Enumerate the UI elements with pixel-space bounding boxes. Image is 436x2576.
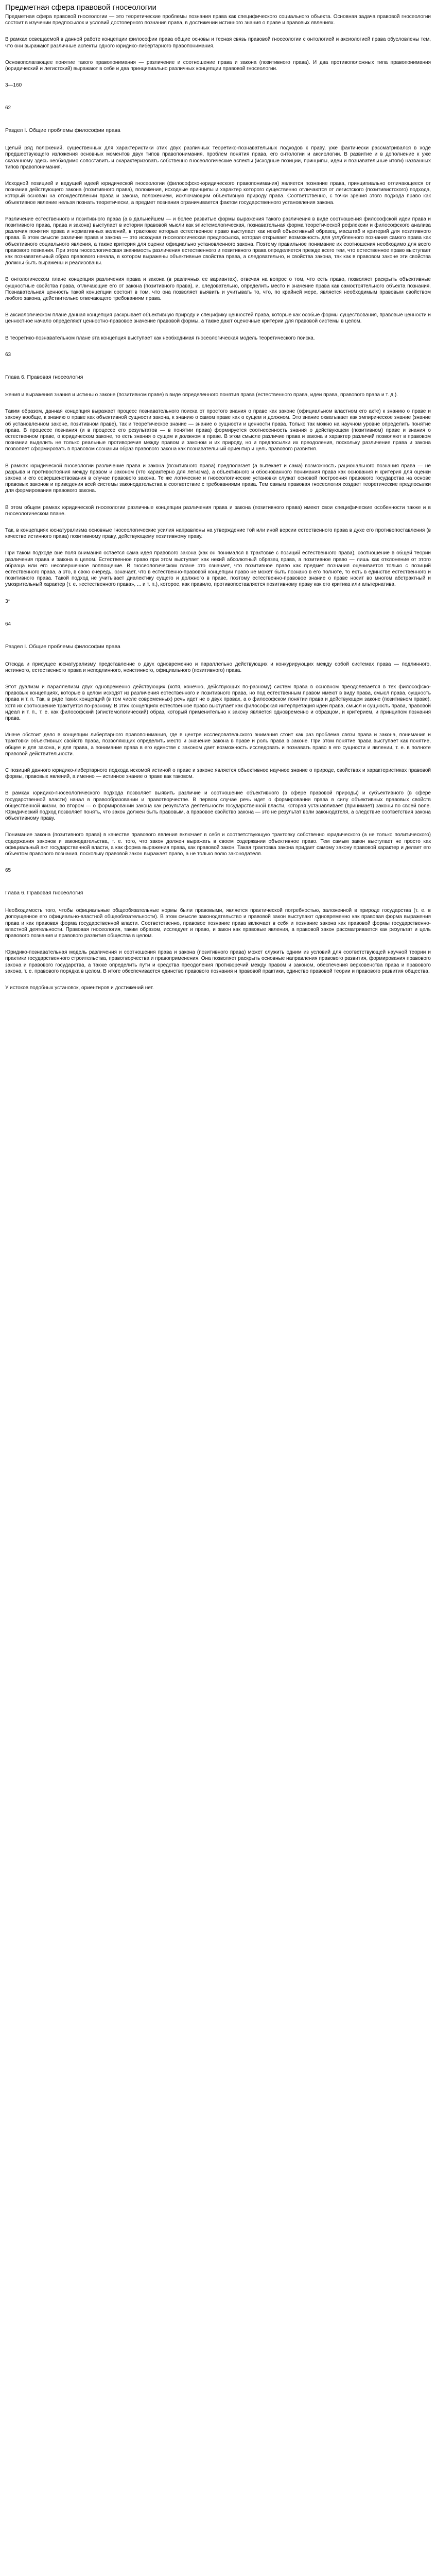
page-marker: 65 — [5, 868, 11, 874]
running-header: Глава 6. Правовая гносеология — [5, 890, 83, 896]
paragraph: В рамках освещаемой в данной работе концепции философии права общие основы и тесная связь правовой гносеологии с онтологией и аксиологией права обусловлены тем, что они выражают различные аспекты одного юридико-либертарного правопонимания. — [5, 37, 431, 49]
page-title: Предметная сфера правовой гносеологии — [5, 3, 156, 12]
paragraph: Так, в концепциях юснатурализма основные гносеологические усилия направлены на утверждение той или иной версии естественного права в духе его противопоставления (в качестве истинного права) позитивному праву, действующему позитивному праву. — [5, 527, 431, 540]
page-marker: 3* — [5, 598, 10, 604]
paragraph: В аксиологическом плане данная концепция раскрывает объективную природу и специфику ценностей права, которые как особые формы существования, правовые ценности и ценностное начало определяют ценностно-правовое значение правовой формы, а также дают оценочные критерии для правовой системы в целом. — [5, 312, 431, 325]
paragraph: Понимание закона (позитивного права) в качестве правового явления включает в себя и соответствующую трактовку собственно юридического (а не только политического) содержания законов и законодательства, т. е. того, что закон должен выражать в своем содержании объективное право. Тем самым закон выступает не просто как официальный акт государственной власти, а как форма выражения права, как правовой закон. Такая трактовка закона придает самому закону правовой характер и делает его объектом правового познания, поскольку правовой закон выражает право, а не только волю законодателя. — [5, 832, 431, 857]
paragraph: Отсюда и присущее юснатурализму представление о двух одновременно и параллельно действующих и конкурирующих между собой системах права — подлинного, истинного, естественного права и неподлинного, неистинного, официального (позитивного) права. — [5, 661, 431, 673]
paragraph: Различение естественного и позитивного права (а в дальнейшем — и более развитые формы выражения такого различения в виде соотношения философской идеи права и позитивного права, права и закона) выступает в истории правовой мысли как эпистемологическая, познавательная форма теоретической рефлексии и философского анализа различия понятия права и нормативных велений, в трактовке которых естественное право выступает как некий объективный образец, масштаб и критерий для позитивного права. В этом смысле различие права и закона — это исходная гносеологическая предпосылка, которая открывает возможность для углубленного познания самого права как объективного социального явления, а также критерия для оценки официально установленного закона. Поэтому правильное понимание их соотношения необходимо для всего правового познания. При этом гносеологическая значимость различения естественного и позитивного права определяется прежде всего тем, что естественное право выступает как познавательный образ правового начала, в котором выражены объективные свойства права, а следовательно, и свойства закона, так как в правовом законе эти свойства должны быть выражены и реализованы. — [5, 216, 431, 266]
running-header: Раздел I. Общие проблемы философии права — [5, 128, 120, 134]
paragraph: С позиций данного юридико-либертарного подхода искомой истиной о праве и законе является объективное научное знание о природе, свойствах и характеристиках правовой формы, правовых явлений, а именно — истинное знание о праве как таковом. — [5, 768, 431, 780]
page-marker: 62 — [5, 105, 11, 111]
paragraph: Этот дуализм и параллелизм двух одновременно действующих (хотя, конечно, действующих по-разному) систем права в основном преодолевается в тех философско-правовых концепциях, которые в целом исходят из различения естественного и позитивного права, но под естественным правом имеют в виду права, смысл права, сущность права и т. п. Так, в ряде таких концепций (в том числе современных) речь идет не о двух правах, а о философском понятии права и действующем законе (позитивном праве), хотя их соотношение трактуется по-разному. В этих концепциях естественное право выступает как философская интерпретация идеи права, смысл и сущность права, правовой идеал и т. п., т. е. как философский (эпистемологический) образ, который применительно к закону является одновременно и образцом, и критерием, и принципом познания права. — [5, 684, 431, 721]
document-body — [5, 14, 431, 991]
paragraph: В рамках юридико-гносеологического подхода позволяет выявить различие и соотношение объективного (в сфере правовой природы) и субъективного (в сфере государственной власти) начал в правообразовании и правотворчестве. В первом случае речь идет о формировании права в силу объективных правовых свойств общественной жизни, во втором — о формировании закона как результата деятельности государственной власти, которая устанавливает (принимает) законы по своей воле. Юридический подход позволяет понять, что закон должен быть правовым, а правовое свойство закона — это не результат воли законодателя, а следствие соответствия закона объективному праву. — [5, 790, 431, 822]
paragraph: В этом общем рамках юридической гносеологии различные концепции различения права и закона (позитивного права) имеют свои специфические особенности также и в гносеологическом плане. — [5, 504, 431, 517]
paragraph: Таким образом, данная концепция выражает процесс познавательного поиска от простого знания о праве как законе (официальном властном его акте) к знанию о праве и закону вообще, к знанию о праве как объективной сущности закона, к знанию о самом праве как о сущем и должном. Это знание охватывает как эмпирическое знание (знание об установленном законе, позитивном праве), так и теоретическое знание — знание о сущности и ценности права. Только так можно на научном уровне определить понятие права. В процессе познания (и в процессе его результатов — в понятии права) формируется соотнесенность знания о действующем (позитивном) праве и знания о естественном праве, о юридическом законе, то есть знания о сущем и должном в праве. В этом смысле различие права и закона и характер различий позволяют в правовом познании выделить не только реальные противоречия между правом и законом и их природу, но и предпосылки их преодоления, поскольку различение права и закона позволяет сформировать в правовом сознании образ правового закона как познавательный ориентир и цель правового развития. — [5, 409, 431, 452]
paragraph: Иначе обстоит дело в концепции либертарного правопонимания, где в центре исследовательского внимания стоит как раз проблема связи права и закона, понимания и трактовки объективных свойств права, позволяющих определить место и значение закона в праве и роль права в законе. При этом понятие права выступает как понятие, общее и для закона, и для права, а понимание права в его единстве с законом дает возможность исследовать и познавать право в его сущности и явлении, т. е. в полноте правовой действительности. — [5, 732, 431, 757]
paragraph: Основополагающее понятие такого правопонимания — различение и соотношение права и закона (позитивного права). И два противоположных типа правопонимания (юридический и легистский) выражают в себе и два принципиально различных концепции правовой гносеологии. — [5, 59, 431, 72]
page-marker: 64 — [5, 621, 11, 627]
page-marker: 3—160 — [5, 82, 22, 89]
document-page — [0, 0, 436, 994]
paragraph: Целый ряд положений, существенных для характеристики этих двух различных теоретико-познавательных подходов к праву, уже фактически рассматривался в ходе предшествующего изложения основных моментов двух типов правопонимания, проблем понятия права, его онтологии и аксиологии. В развитие и в дополнение к уже сказанному здесь необходимо сопоставить и охарактеризовать собственно гносеологические аспекты (исходные позиции, принципы, идеи и познавательные итоги) названных типов правопонимания. — [5, 145, 431, 170]
running-header: Раздел I. Общие проблемы философии права — [5, 643, 120, 650]
paragraph: Исходной позицией и ведущей идеей юридической гносеологии (философско-юридического правопонимания) является познание права, принципиально отличающееся от познания действующего закона (позитивного права), положения, исходные принципы и характер которого существенно отличаются от легистского (позитивистского) подхода, который основан на отождествлении права и закона, положением, исключающим объективную природу права. Соответственно, с точки зрения этого подхода право как объективное явление нельзя познать теоретически, а предмет познания ограничивается фактом государственного установления закона. — [5, 181, 431, 206]
running-header: Глава 6. Правовая гносеология — [5, 374, 83, 380]
paragraph: Предметная сфера правовой гносеологии — это теоретические проблемы познания права как специфического социального объекта. Основная задача правовой гносеологии состоит в изучении предпосылок и условий достоверного познания права, в достижении истинного знания о праве и правовых явлениях. — [5, 14, 431, 26]
paragraph: Необходимость того, чтобы официальные общеобязательные нормы были правовыми, является практической потребностью, заложенной в природе государства (т. е. в допоущенное его официально-властной общеобязательности). В этом смысле законодательство и правовой закон выступают одновременно как правовая форма выражения права и как правовая форма государственной власти. Соответственно, правовое познание права включает в себя и познание закона как правовой формы государственно-властной деятельности. Правовая гносеология, таким образом, исследует и право, и закон как правовые явления, а правовой закон рассматривается как результат и цель правового познания и правового развития общества в целом. — [5, 908, 431, 939]
paragraph: У истоков подобных установок, ориентиров и достижений нет. — [5, 985, 154, 991]
paragraph: Юридико-познавательная модель различения и соотношения права и закона (позитивного права) может служить одним из условий для соответствующей научной теории и практики государственного строительства, правотворчества и правоприменения. Она позволяет раскрыть основные направления правового развития, формирования правового закона и правового государства, а также определить пути и средства преодоления противоречий между правом и законом, обеспечения верховенства права и правового закона, т. е. правового порядка в целом. В итоге обеспечивается единство правового познания и правовой практики, единство правовой теории и правового развития общества. — [5, 950, 431, 974]
paragraph: При таком подходе вне поля внимания остается сама идея правового закона (как он понимался в трактовке с позиций естественного права), соотношение в общей теории различения права и закона в целом. Естественное право при этом выступает как некий абсолютный образец права, а позитивное право — лишь как отклонение от этого образца или его несовершенное воплощение. В гносеологическом плане это означает, что позитивное право как предмет познания оценивается только с позиций естественного права, а это, в свою очередь, означает, что в естественно-правовой концепции право не может быть познано в его полноте, то есть в единстве естественного и позитивного права. Такой подход не учитывает диалектику сущего и должного в праве, поэтому естественно-правовое знание о праве носит во многом абстрактный и умозрительный характер (т. е. «естественного права», ... и т. п.), которое, как правило, противопоставляется позитивному праву как его критика или альтернатива. — [5, 550, 431, 588]
page-marker: 63 — [5, 351, 11, 358]
paragraph: В рамках юридической гносеологии различение права и закона (позитивного права) предполагает (а вытекает и сама) возможность рационального познания права — не разрыва и противостояния между правом и законом (что характерно для легизма), а объективного и обоснованного понимания права как основания и критерия для оценки закона и его совершенствования в случае правового закона. Те же логические и гносеологические установки служат основой построения правового государства на основе правовых законов и приведения всей системы законодательства в соответствие с требованиями права. Тем самым правовая гносеология создает теоретические предпосылки для формирования правового закона. — [5, 463, 431, 494]
paragraph: жения и выражения знания и истины о законе (позитивном праве) в виде определенного понятия права (естественного права, идеи права, правового права и т. д.). — [5, 392, 398, 398]
paragraph: В онтологическом плане концепция различения права и закона (в различных ее вариантах), отвечая на вопрос о том, что есть право, позволяет раскрыть объективные сущностные свойства права, отличающие его от закона (позитивного права), и, следовательно, определить место и значение права как самостоятельного объекта познания. Познавательная ценность такой концепции состоит в том, что она позволяет выявить и учитывать то, что, по крайней мере, является необходимым правовым свойством любого закона, действительно отвечающего требованиям права. — [5, 277, 431, 302]
paragraph: В теоретико-познавательном плане эта концепция выступает как необходимая гносеологическая модель теоретического поиска. — [5, 335, 315, 341]
